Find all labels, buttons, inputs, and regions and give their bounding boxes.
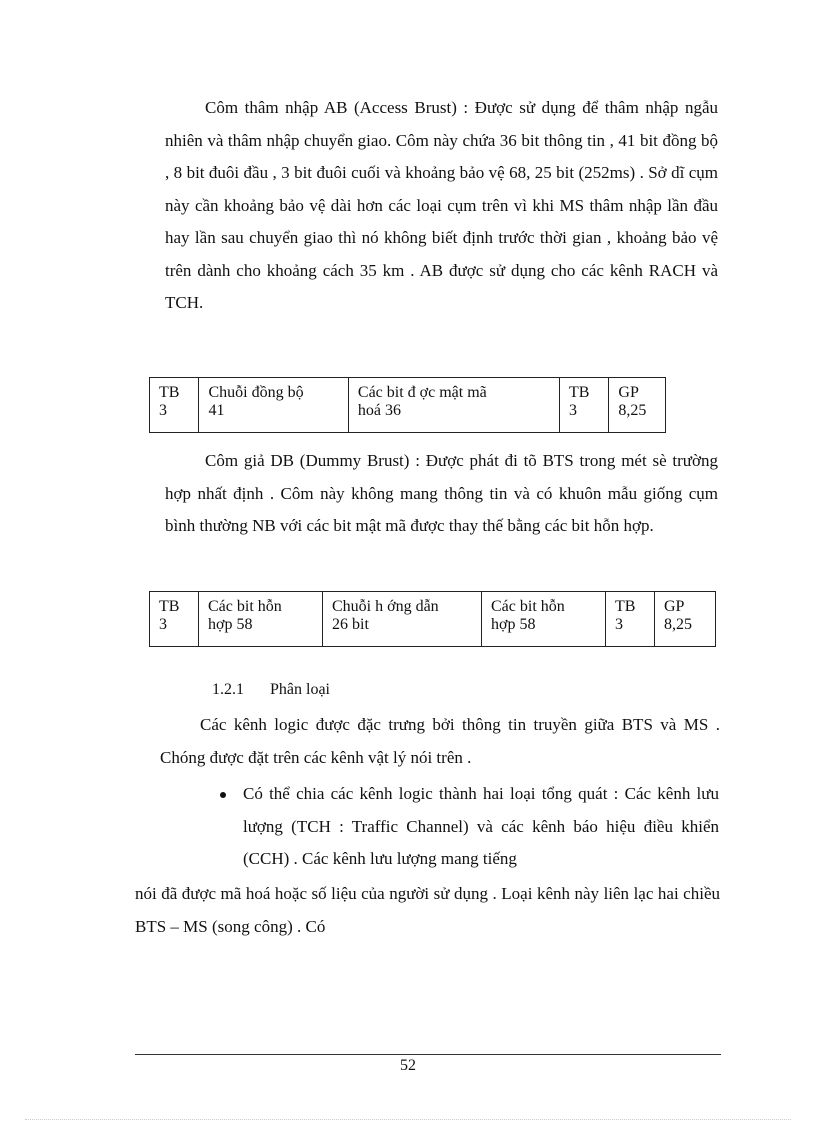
footer-divider [135,1054,721,1055]
paragraph-access-burst: Côm thâm nhập AB (Access Brust) : Được sử dụng để thâm nhập ngẫu nhiên và thâm nhập chuyển giao. Côm này chứa 36 bit thông tin , 41 bit đồng bộ , 8 bit đuôi đầu , 3 bit đuôi cuối và khoảng bảo vệ 68, 25 bit (252ms) . Sở dĩ cụm này cần khoảng bảo vệ dài hơn các loại cụm trên vì khi MS thâm nhập lần đầu hay lần sau chuyển giao thì nó không biết định trước thời gian , khoảng bảo vệ trên dành cho khoảng cách 35 km . AB được sử dụng cho các kênh RACH và TCH. [165,98,718,312]
paragraph-logic-channels: Các kênh logic được đặc trưng bởi thông tin truyền giữa BTS và MS . Chóng được đặt trên các kênh vật lý nói trên . [160,715,720,767]
table-cell: TB 3 [559,378,608,433]
paragraph-continuation: nói đã được mã hoá hoặc số liệu của người sử dụng . Loại kênh này liên lạc hai chiều BTS – MS (song công) . Có [135,884,720,936]
access-burst-table [149,377,666,433]
table-cell: Các bit hỗn hợp 58 [482,592,606,647]
subsection-heading [212,680,330,700]
page-bottom-border [25,1119,791,1120]
table-cell: TB 3 [150,592,199,647]
table-cell: Các bit đ ợc mật mã hoá 36 [348,378,559,433]
page-number: 52 [400,1057,416,1074]
section-number: 1.2 [205,647,225,664]
table-cell: Chuỗi h ớng dẫn 26 bit [323,592,482,647]
table-row [150,378,666,433]
dummy-burst-table [149,591,716,647]
subsection-number: 1.2.1 [212,681,244,698]
table-row [150,592,716,647]
table-cell: GP 8,25 [655,592,716,647]
bullet-icon [220,792,226,798]
section-heading [205,646,351,666]
table-cell: GP 8,25 [609,378,666,433]
table-cell: TB 3 [150,378,199,433]
subsection-title: Phân loại [270,681,330,698]
bullet-item: Có thể chia các kênh logic thành hai loại tổng quát : Các kênh lưu lượng (TCH : Traffic Channel) và các kênh báo hiệu điều khiển (CCH) . Các kênh lưu lượng mang tiếng [243,784,719,868]
table-cell: Các bit hỗn hợp 58 [199,592,323,647]
table-cell: TB 3 [606,592,655,647]
table-cell: Chuỗi đồng bộ 41 [199,378,348,433]
paragraph-dummy-burst: Côm giả DB (Dummy Brust) : Được phát đi tõ BTS trong mét sè trường hợp nhất định . Côm này không mang thông tin và có khuôn mẫu giống cụm bình thường NB với các bit mật mã được thay thế bằng các bit hỗn hợp. [165,451,718,535]
section-title: Các kênh logic [255,647,351,664]
